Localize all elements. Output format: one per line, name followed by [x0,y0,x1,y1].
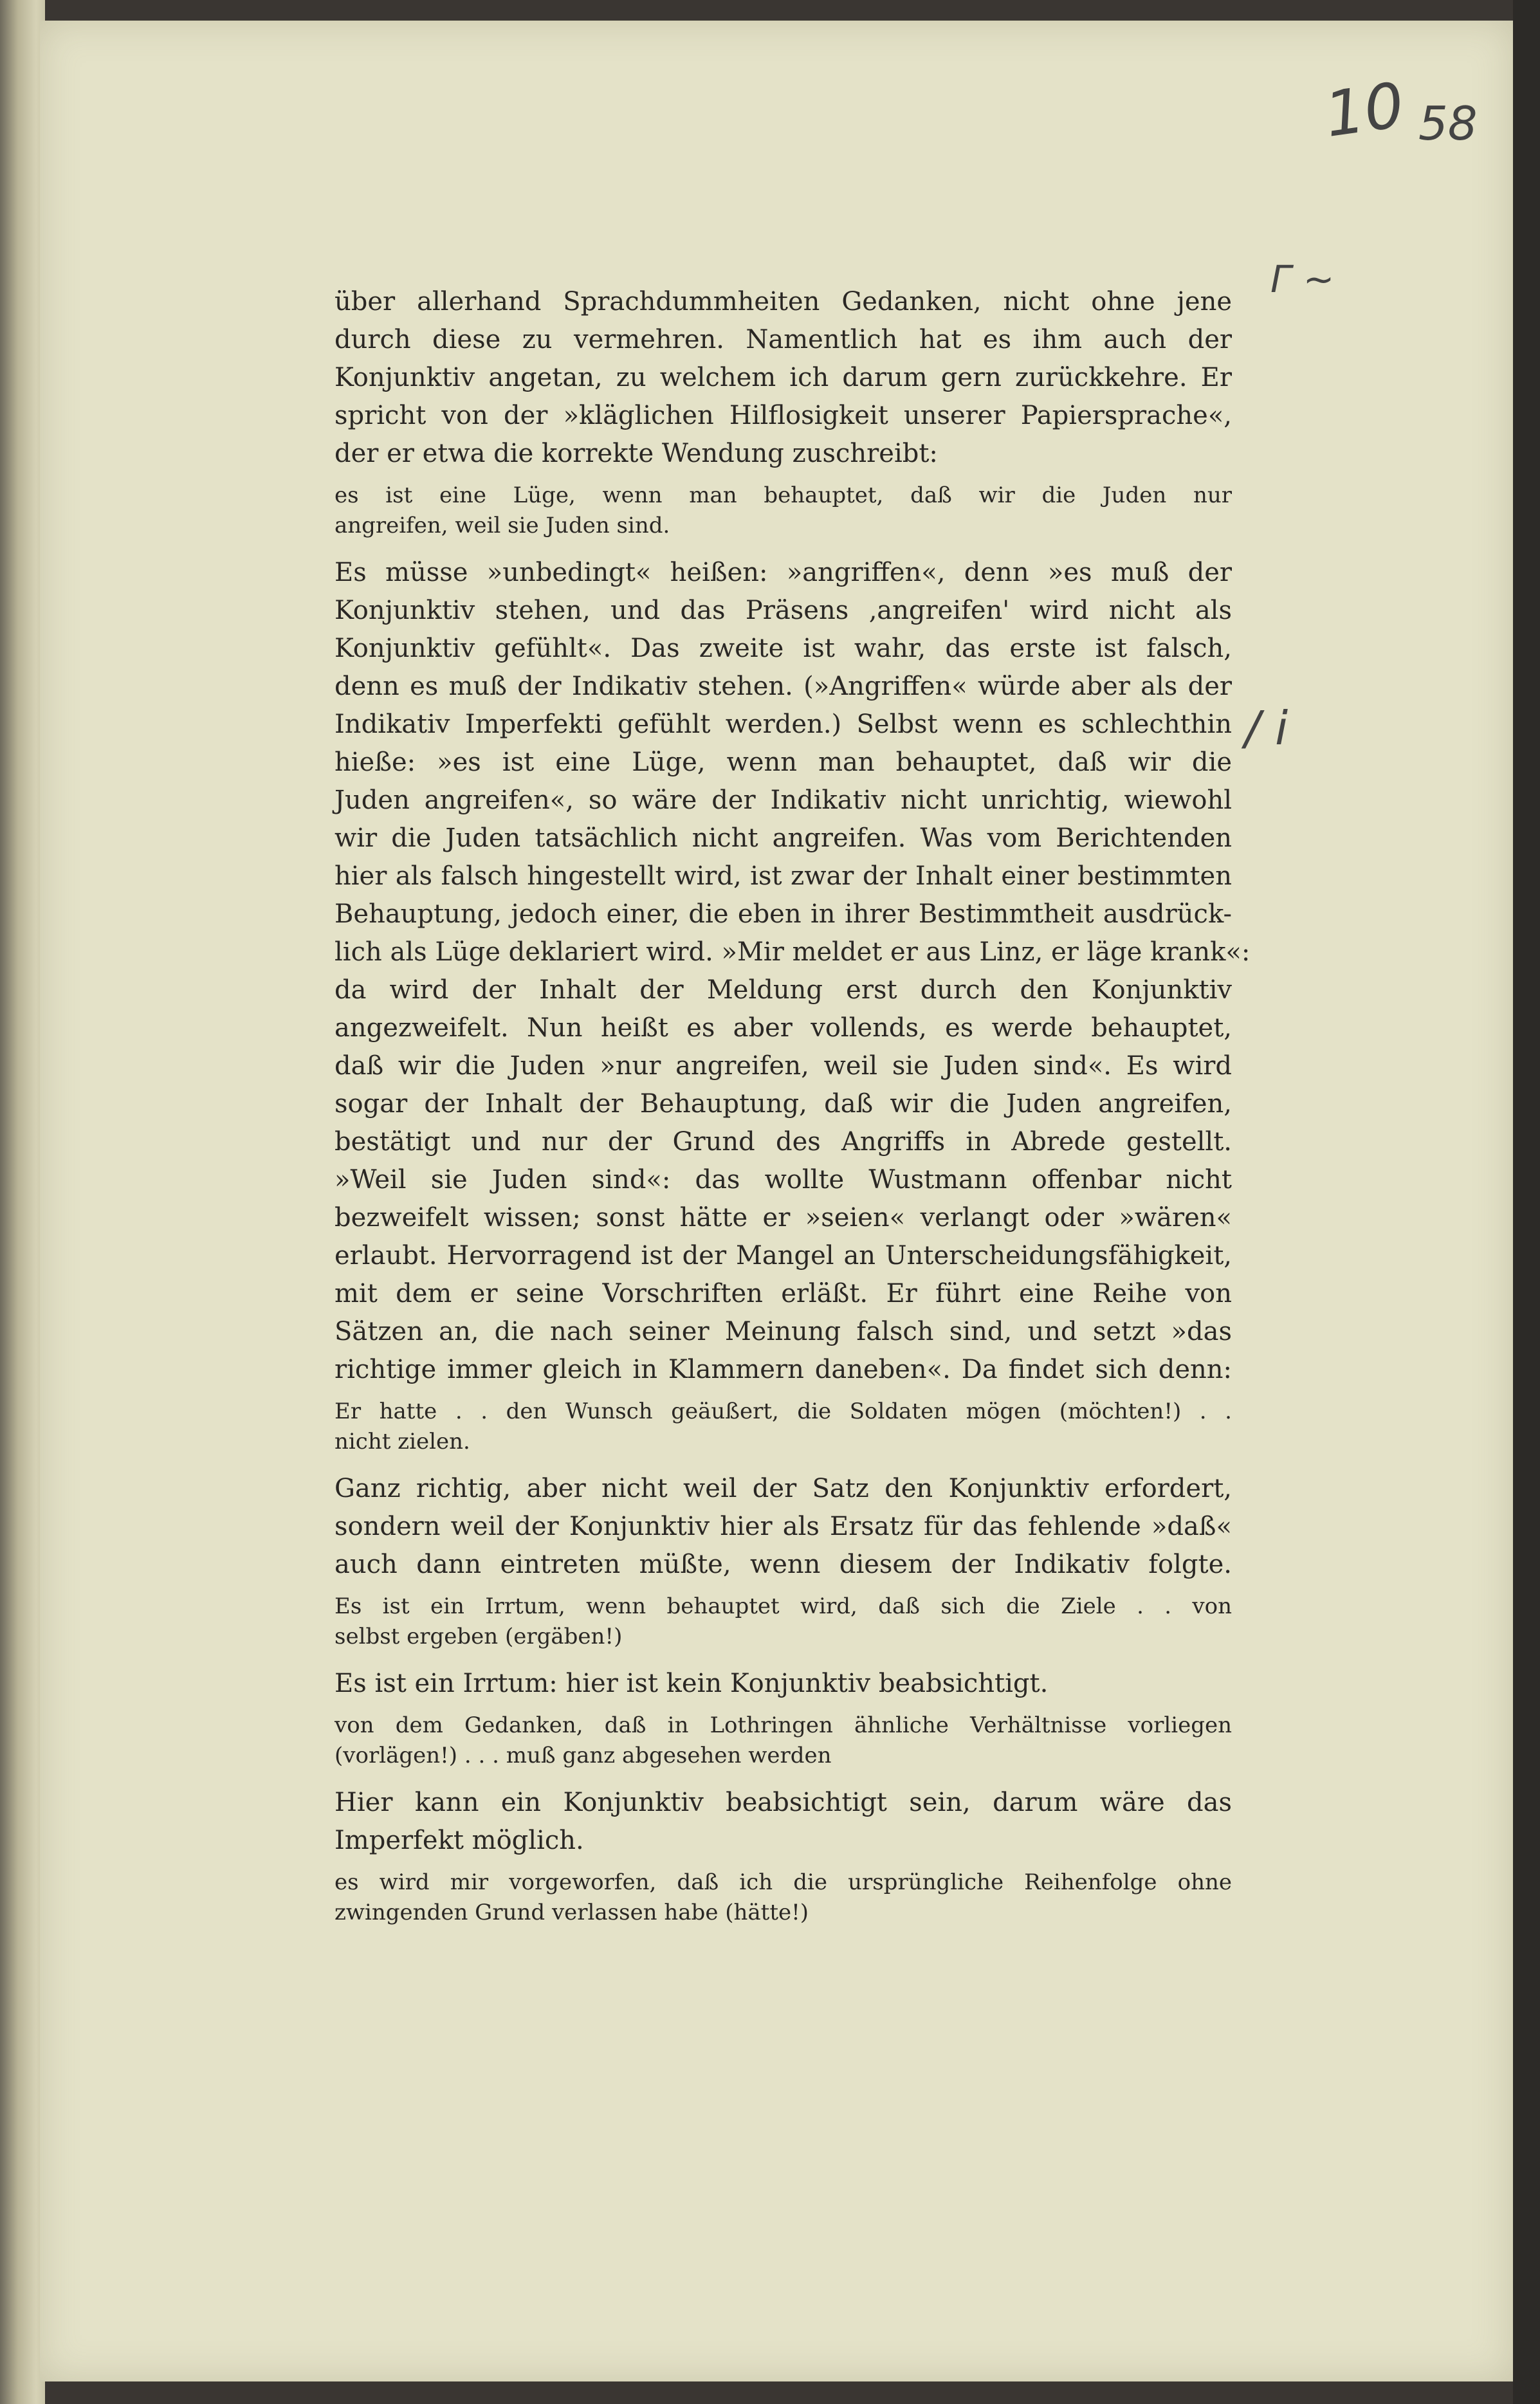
quote-line: nicht zielen. [335,1429,470,1454]
text-line: daß wir die Juden »nur angreifen, weil sie Juden sind«. Es wird [335,1051,1232,1081]
paragraph [335,1665,1232,1703]
text-line: Es ist ein Irrtum: hier ist kein Konjunktiv beabsichtigt. [335,1669,1049,1698]
paragraph [335,1784,1232,1860]
text-line: »Weil sie Juden sind«: das wollte Wustmann offenbar nicht [335,1165,1232,1195]
text-line: Behauptung, jedoch einer, die eben in ihrer Bestimmtheit ausdrück- [335,899,1232,929]
text-line: mit dem er seine Vorschriften erläßt. Er führt eine Reihe von [335,1279,1232,1308]
text-line: bezweifelt wissen; sonst hätte er »seien« verlangt oder »wären« [335,1203,1232,1233]
text-line: Konjunktiv stehen, und das Präsens ‚angreifen' wird nicht als [335,596,1232,625]
text-line: denn es muß der Indikativ stehen. (»Angriffen« würde aber als der [335,672,1232,701]
text-line: Ganz richtig, aber nicht weil der Satz den Konjunktiv erfordert, [335,1474,1232,1503]
margin-correction-mark: Γ ~ [1270,257,1335,301]
block-quote [335,1592,1232,1652]
quote-line: zwingenden Grund verlassen habe (hätte!) [335,1900,809,1925]
text-line: Konjunktiv gefühlt«. Das zweite ist wahr, das erste ist falsch, [335,634,1232,663]
text-line: Sätzen an, die nach seiner Meinung falsch sind, und setzt »das [335,1317,1232,1346]
quote-line: es ist eine Lüge, wenn man behauptet, daß wir die Juden nur [335,482,1232,508]
text-line: da wird der Inhalt der Meldung erst durch den Konjunktiv [335,975,1232,1005]
quote-line: es wird mir vorgeworfen, daß ich die ursprüngliche Reihenfolge ohne [335,1869,1232,1895]
block-quote [335,1867,1232,1928]
quote-line: von dem Gedanken, daß in Lothringen ähnliche Verhältnisse vorliegen [335,1712,1232,1738]
text-line: Konjunktiv angetan, zu welchem ich darum gern zurückkehre. Er [335,363,1232,392]
quote-line: selbst ergeben (ergäben!) [335,1624,623,1649]
text-line: hieße: »es ist eine Lüge, wenn man behauptet, daß wir die [335,748,1232,777]
quote-line: angreifen, weil sie Juden sind. [335,513,670,538]
text-line: Indikativ Imperfekti gefühlt werden.) Selbst wenn es schlechthin [335,710,1232,739]
text-line: richtige immer gleich in Klammern daneben«. Da findet sich denn: [335,1355,1232,1384]
text-line: Imperfekt möglich. [335,1826,584,1855]
text-line: spricht von der »kläglichen Hilflosigkeit unserer Papiersprache«, [335,401,1232,430]
text-line: sogar der Inhalt der Behauptung, daß wir die Juden angreifen, [335,1089,1232,1119]
text-line: der er etwa die korrekte Wendung zuschreibt: [335,439,938,468]
text-line: Es müsse »unbedingt« heißen: »angriffen«, denn »es muß der [335,558,1232,587]
block-quote [335,1711,1232,1771]
text-line: Hier kann ein Konjunktiv beabsichtigt sein, darum wäre das [335,1788,1232,1817]
quote-line: Er hatte . . den Wunsch geäußert, die Soldaten mögen (möchten!) . . [335,1399,1232,1424]
paragraph [335,283,1232,473]
paragraph [335,554,1251,1389]
text-line: lich als Lüge deklariert wird. »Mir meldet er aus Linz, er läge krank«: [335,937,1251,967]
text-line: über allerhand Sprachdummheiten Gedanken, nicht ohne jene [335,287,1232,317]
block-quote [335,481,1232,541]
text-line: bestätigt und nur der Grund des Angriffs in Abrede gestellt. [335,1127,1232,1157]
body-text [335,283,1251,1928]
block-quote [335,1397,1232,1457]
quote-line: (vorlägen!) . . . muß ganz abgesehen werden [335,1743,832,1768]
text-line: sondern weil der Konjunktiv hier als Ersatz für das fehlende »daß« [335,1512,1232,1541]
handwritten-folio-number: 10 [1320,69,1409,151]
text-line: hier als falsch hingestellt wird, ist zwar der Inhalt einer bestimmten [335,861,1232,891]
text-line: angezweifelt. Nun heißt es aber vollends, es werde behauptet, [335,1013,1232,1043]
page-number: 58 [1418,96,1478,151]
text-line: wir die Juden tatsächlich nicht angreifen. Was vom Berichtenden [335,823,1232,853]
text-line: auch dann eintreten müßte, wenn diesem der Indikativ folgte. [335,1550,1232,1579]
margin-correction-mark: / i [1245,701,1288,755]
paragraph [335,1470,1232,1584]
text-line: Juden angreifen«, so wäre der Indikativ nicht unrichtig, wiewohl [335,785,1232,815]
text-line: erlaubt. Hervorragend ist der Mangel an Unterscheidungsfähigkeit, [335,1241,1232,1271]
page-edge-shadow [1513,0,1540,2404]
text-line: durch diese zu vermehren. Namentlich hat es ihm auch der [335,325,1232,354]
quote-line: Es ist ein Irrtum, wenn behauptet wird, daß sich die Ziele . . von [335,1593,1232,1619]
book-gutter [0,0,45,2404]
